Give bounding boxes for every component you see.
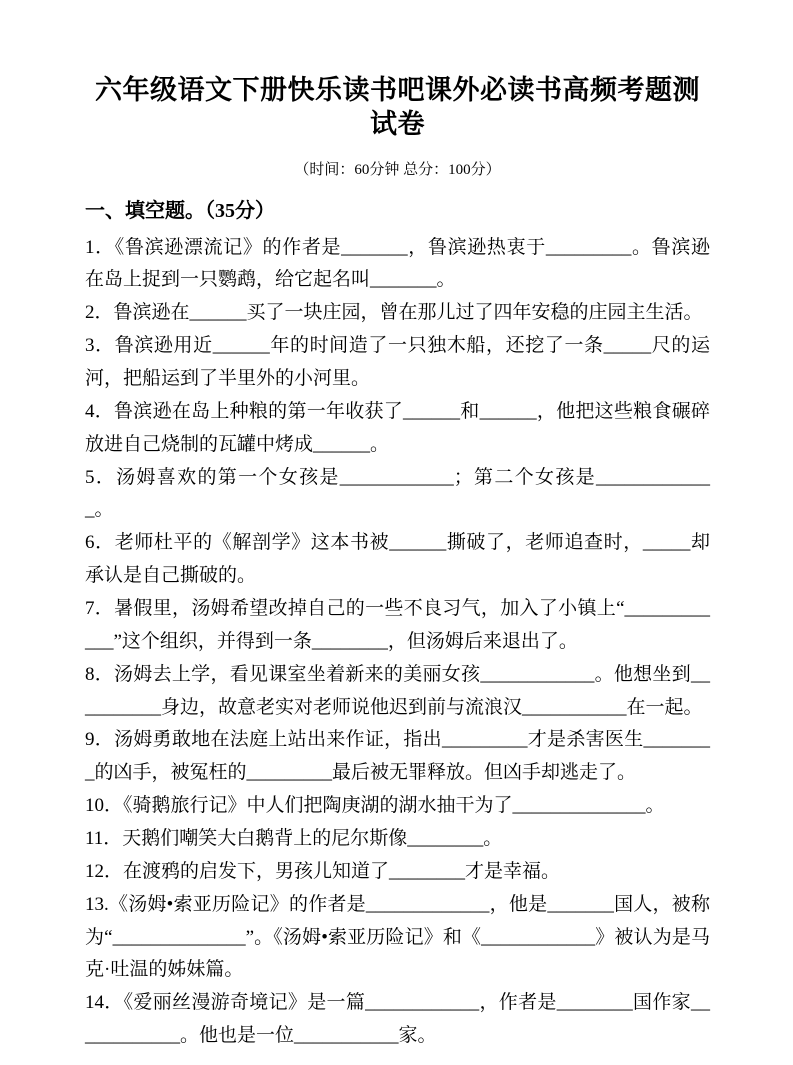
- question-7: 7．暑假里，汤姆希望改掉自己的一些不良习气，加入了小镇上“____________”这个组织，并得到一条________，但汤姆后来退出了。: [85, 597, 710, 652]
- question-14: 14．《爱丽丝漫游奇境记》是一篇____________，作者是________国作家____________。他也是一位___________家。: [85, 992, 710, 1047]
- question-10: 10．《骑鹅旅行记》中人们把陶庚湖的湖水抽干为了______________。: [85, 795, 665, 817]
- question-1: 1．《鲁滨逊漂流记》的作者是_______，鲁滨逊热衷于_________。鲁滨逊在岛上捉到一只鹦鹉，给它起名叫_______。: [85, 236, 710, 291]
- page-title: 六年级语文下册快乐读书吧课外必读书高频考题测试卷: [95, 75, 700, 139]
- question-11: 11．天鹅们嘲笑大白鹅背上的尼尔斯像________。: [85, 827, 503, 849]
- question-13: 13.《汤姆•索亚历险记》的作者是_____________，他是_______国人，被称为“______________”。《汤姆•索亚历险记》和《____________》被认为是马克·吐温的姊妹篇。: [85, 893, 710, 981]
- question-8: 8．汤姆去上学，看见课室坐着新来的美丽女孩____________。他想坐到__________身边，故意老实对老师说他迟到前与流浪汉___________在一起。: [85, 663, 710, 718]
- question-3: 3．鲁滨逊用近______年的时间造了一只独木船，还挖了一条_____尺的运河，把船运到了半里外的小河里。: [85, 335, 710, 389]
- question-12: 12．在渡鸦的启发下，男孩儿知道了________才是幸福。: [85, 860, 561, 882]
- section-heading-fill-in-blanks: 一、填空题。（35分）: [85, 199, 275, 222]
- question-4: 4．鲁滨逊在岛上种粮的第一年收获了______和______，他把这些粮食碾碎放进自己烧制的瓦罐中烤成______。: [85, 400, 710, 455]
- exam-time-score-info: （时间：60分钟 总分：100分）: [294, 161, 501, 178]
- question-5: 5．汤姆喜欢的第一个女孩是____________；第二个女孩是_____________。: [85, 466, 710, 521]
- question-9: 9．汤姆勇敢地在法庭上站出来作证，指出_________才是杀害医生________的凶手，被冤枉的_________最后被无罪释放。但凶手却逃走了。: [85, 729, 710, 784]
- question-6: 6．老师杜平的《解剖学》这本书被______撕破了，老师追查时，_____却承认是自己撕破的。: [85, 532, 710, 587]
- question-2: 2．鲁滨逊在______买了一块庄园，曾在那儿过了四年安稳的庄园主生活。: [85, 302, 703, 324]
